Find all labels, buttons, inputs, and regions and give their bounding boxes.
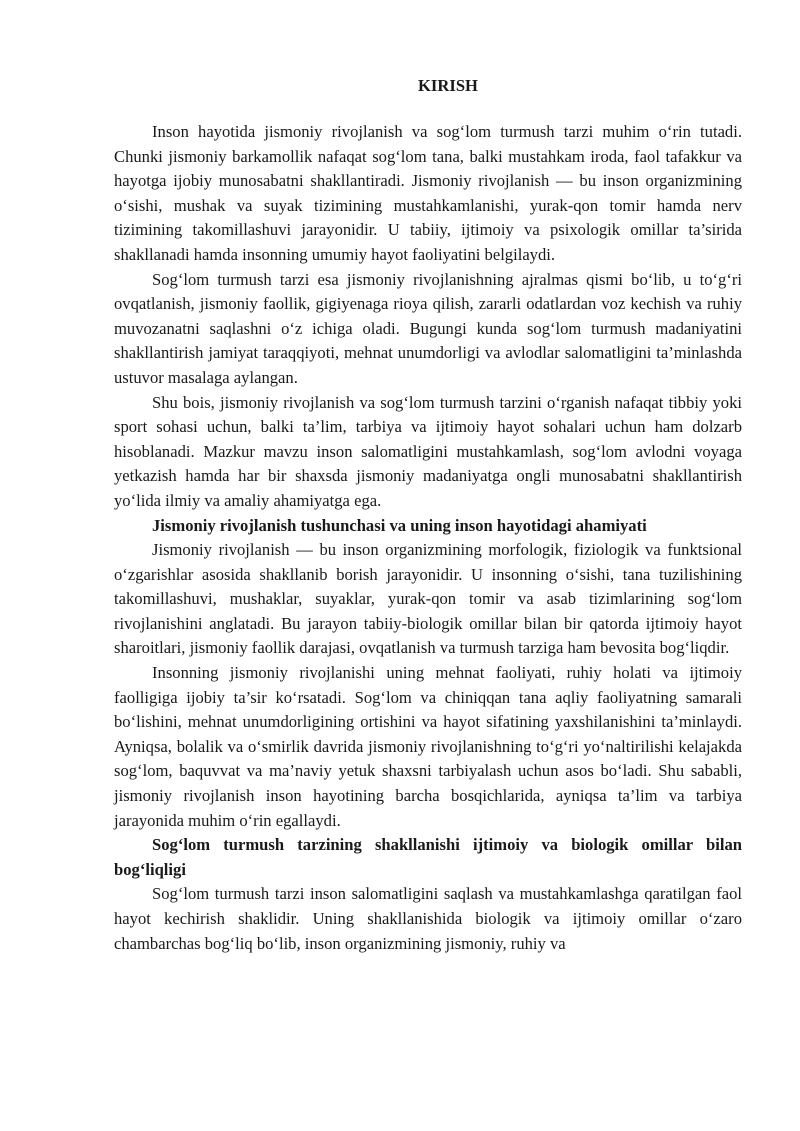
section-heading-2: Sog‘lom turmush tarzining shakllanishi ijtimoiy va biologik omillar bilan bog‘liqligi [114, 835, 742, 879]
intro-paragraph-2: Sog‘lom turmush tarzi esa jismoniy rivojlanishning ajralmas qismi bo‘lib, u to‘g‘ri ovqatlanish, jismoniy faollik, gigiyenaga rioya qilish, zararli odatlardan voz kechish va ruhiy muvozanatni saqlashni o‘z ichiga oladi. Bugungi kunda sog‘lom turmush madaniyatini shakllantirish jamiyat taraqqiyoti, mehnat unumdorligi va avlodlar salomatligini ta’minlashda ustuvor masalaga aylangan. [114, 269, 742, 387]
page-title: KIRISH [418, 76, 478, 95]
section-1-paragraph-1: Jismoniy rivojlanish — bu inson organizmining morfologik, fiziologik va funktsional o‘zgarishlar asosida shakllanib borish jarayonidir. U insonning o‘sishi, tana tuzilishining takomillashuvi, mushaklar, suyaklar, yurak-qon tomir va asab tizimlarining sog‘lom rivojlanishini anglatadi. Bu jarayon tabiiy-biologik omillar bilan bir qatorda ijtimoiy hayot sharoitlari, jismoniy faollik darajasi, ovqatlanish va turmush tarziga ham bevosita bog‘liqdir. [114, 540, 742, 658]
section-2-paragraph-1: Sog‘lom turmush tarzi inson salomatligini saqlash va mustahkamlashga qaratilgan faol hayot kechirish shaklidir. Uning shakllanishida biologik va ijtimoiy omillar o‘zaro chambarchas bog‘liq bo‘lib, inson organizmining jismoniy, ruhiy va [114, 884, 742, 953]
section-heading-1: Jismoniy rivojlanish tushunchasi va uning inson hayotidagi ahamiyati [152, 515, 647, 535]
document-page [114, 74, 742, 956]
intro-paragraph-1: Inson hayotida jismoniy rivojlanish va sog‘lom turmush tarzi muhim o‘rin tutadi. Chunki jismoniy barkamollik nafaqat sog‘lom tana, balki mustahkam iroda, faol tafakkur va hayotga ijobiy munosabatni shakllantiradi. Jismoniy rivojlanish — bu inson organizmining o‘sishi, mushak va suyak tizimining mustahkamlanishi, yurak-qon tomir hamda nerv tizimining takomillashuvi jarayonidir. U tabiiy, ijtimoiy va psixologik omillar ta’sirida shakllanadi hamda insonning umumiy hayot faoliyatini belgilaydi. [114, 122, 742, 264]
section-1-paragraph-2: Insonning jismoniy rivojlanishi uning mehnat faoliyati, ruhiy holati va ijtimoiy faolligiga ijobiy ta’sir ko‘rsatadi. Sog‘lom va chiniqqan tana aqliy faoliyatning samarali bo‘lishini, mehnat unumdorligining ortishini va hayot sifatining yaxshilanishini ta’minlaydi. Ayniqsa, bolalik va o‘smirlik davrida jismoniy rivojlanishning to‘g‘ri yo‘naltirilishi kelajakda sog‘lom, baquvvat va ma’naviy yetuk shaxsni tarbiyalash uchun asos bo‘ladi. Shu sababli, jismoniy rivojlanish inson hayotining barcha bosqichlarida, ayniqsa ta’lim va tarbiya jarayonida muhim o‘rin egallaydi. [114, 663, 742, 830]
intro-paragraph-3: Shu bois, jismoniy rivojlanish va sog‘lom turmush tarzini o‘rganish nafaqat tibbiy yoki sport sohasi uchun, balki ta’lim, tarbiya va ijtimoiy hayot sohalari uchun ham dolzarb hisoblanadi. Mazkur mavzu inson salomatligini mustahkamlash, sog‘lom avlodni voyaga yetkazish hamda har bir shaxsda jismoniy madaniyatga ongli munosabatni shakllantirish yo‘lida ilmiy va amaliy ahamiyatga ega. [114, 392, 742, 510]
